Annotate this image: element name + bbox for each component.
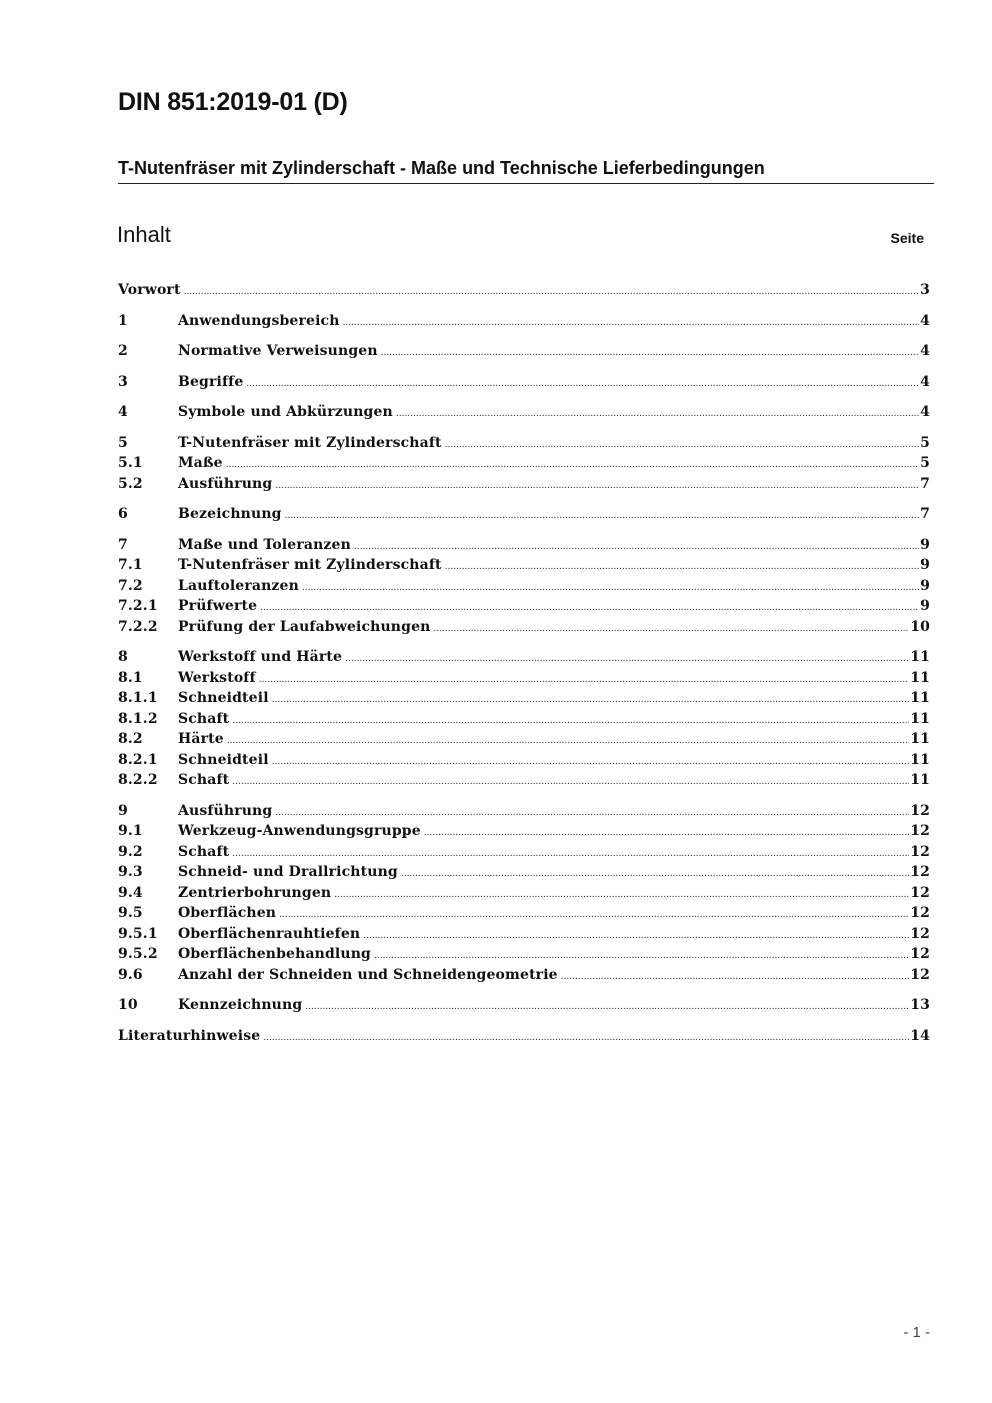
toc-entry-title[interactable]: Schaft [178,843,230,860]
toc-dot-leader [227,729,909,752]
toc-heading: Inhalt [117,222,171,247]
toc-entry-title[interactable]: Schneid- und Drallrichtung [178,864,398,880]
toc-dot-leader [184,280,920,303]
toc-entry-page: 11 [910,772,930,788]
toc-entry-page: 9 [920,598,930,614]
toc-entry-page: 11 [910,731,930,747]
toc-dot-leader [246,372,919,395]
toc-entry-title[interactable]: Härte [178,731,224,747]
toc-entry-page: 9 [920,577,930,594]
toc-entry-page: 12 [910,823,930,839]
toc-entry-page: 12 [910,925,930,942]
toc-entry-number: 8.2.2 [118,772,158,788]
toc-entry-page: 12 [910,966,930,983]
toc-entry-title[interactable]: Lauftoleranzen [178,577,299,594]
toc-dot-leader [302,576,919,599]
toc-entry-page: 12 [910,946,930,962]
toc-entry[interactable] [118,995,930,1016]
toc-entry[interactable] [118,709,930,730]
toc-dot-leader [272,688,910,711]
toc-entry-number: 5.1 [118,455,143,471]
toc-entry[interactable] [118,1026,930,1047]
toc-entry-number: 9.5.1 [118,925,158,942]
table-of-contents [118,280,930,1046]
toc-entry-title[interactable]: Schneidteil [178,751,269,768]
toc-dot-leader [401,862,909,885]
toc-entry[interactable] [118,668,930,689]
toc-entry-page: 13 [910,997,930,1013]
toc-entry-title[interactable]: Maße [178,455,223,471]
toc-dot-leader [226,453,919,476]
toc-entry-page: 11 [910,751,930,768]
document-subtitle: T-Nutenfräser mit Zylinderschaft - Maße und Technische Lieferbedingungen [118,158,765,178]
toc-entry-page: 7 [920,506,930,522]
toc-dot-leader [424,821,909,844]
toc-entry-number: 9 [118,802,128,819]
toc-entry-number: 9.1 [118,823,143,839]
toc-entry[interactable] [118,688,930,709]
toc-entry-title[interactable]: Anzahl der Schneiden und Schneidengeometrie [178,966,558,983]
toc-entry-page: 4 [920,373,930,390]
toc-entry-page: 11 [910,710,930,727]
toc-entry-page: 4 [920,404,930,420]
toc-entry-number: 4 [118,404,128,420]
toc-entry-number: 9.2 [118,843,143,860]
toc-dot-leader [445,555,919,578]
toc-entry-page: 11 [910,669,930,686]
toc-entry-title[interactable]: Schaft [178,710,230,727]
toc-entry-title[interactable]: Werkzeug-Anwendungsgruppe [178,823,421,839]
toc-entry-title[interactable]: Bezeichnung [178,506,282,522]
toc-entry-page: 5 [920,455,930,471]
toc-entry-title[interactable]: Oberflächenbehandlung [178,946,371,962]
toc-dot-leader [272,750,910,773]
toc-entry-page: 12 [910,802,930,819]
toc-entry-number: 8.2.1 [118,751,158,768]
toc-dot-leader [232,709,909,732]
toc-entry[interactable] [118,311,930,332]
toc-entry[interactable] [118,341,930,362]
toc-entry[interactable] [118,474,930,495]
toc-entry[interactable] [118,504,930,525]
toc-entry-page: 7 [920,475,930,492]
toc-entry[interactable] [118,750,930,771]
toc-entry-title[interactable]: Anwendungsbereich [178,312,340,329]
toc-entry[interactable] [118,433,930,454]
toc-entry[interactable] [118,770,930,791]
toc-dot-leader [279,903,909,926]
toc-entry[interactable] [118,617,930,638]
toc-entry[interactable] [118,555,930,576]
toc-entry-title[interactable]: Zentrierbohrungen [178,884,332,901]
toc-entry[interactable] [118,596,930,617]
toc-entry-page: 3 [920,282,930,298]
toc-entry-title[interactable]: Prüfung der Laufabweichungen [178,618,431,635]
toc-entry[interactable] [118,821,930,842]
toc-entry-number: 3 [118,373,128,390]
toc-dot-leader [396,402,919,425]
toc-entry-number: 8.1.1 [118,690,158,706]
toc-entry-title[interactable]: Prüfwerte [178,598,258,614]
toc-dot-leader [363,924,909,947]
toc-entry-page: 4 [920,343,930,359]
toc-entry-title[interactable]: Werkstoff [178,669,256,686]
toc-entry-number: 7.2.1 [118,598,158,614]
toc-dot-leader [433,617,909,640]
toc-dot-leader [354,535,919,558]
toc-entry-number: 7.2.2 [118,618,158,635]
toc-entry-number: 7 [118,536,128,553]
toc-dot-leader [305,995,909,1018]
toc-entry-number: 5.2 [118,475,143,492]
toc-dot-leader [275,801,909,824]
toc-entry-page: 9 [920,557,930,573]
toc-entry-page: 4 [920,312,930,329]
toc-entry[interactable] [118,535,930,556]
toc-entry-title[interactable]: Ausführung [178,802,273,819]
toc-entry[interactable] [118,965,930,986]
toc-entry-number: 1 [118,312,128,329]
toc-entry-page: 14 [910,1027,930,1044]
toc-entry-number: 5 [118,434,128,451]
toc-entry-page: 10 [910,618,930,635]
toc-entry[interactable] [118,453,930,474]
toc-entry-page: 12 [910,843,930,860]
toc-entry-number: 8.1.2 [118,710,158,727]
toc-dot-leader [232,770,909,793]
toc-entry-page: 12 [910,884,930,901]
toc-entry-title[interactable]: Kennzeichnung [178,997,303,1013]
toc-entry-number: 10 [118,997,138,1013]
toc-dot-leader [275,474,919,497]
toc-entry-page: 11 [910,690,930,706]
toc-entry-number: 9.6 [118,966,143,983]
toc-entry[interactable] [118,842,930,863]
toc-entry-title[interactable]: Begriffe [178,373,244,390]
document-title: DIN 851:2019-01 (D) [118,88,348,116]
toc-entry-page: 12 [910,905,930,921]
toc-entry-page: 5 [920,434,930,451]
toc-entry-title[interactable]: Symbole und Abkürzungen [178,404,393,420]
title-divider [118,183,934,184]
toc-entry-number: 9.5 [118,905,143,921]
toc-entry-number: 6 [118,506,128,522]
toc-entry-title[interactable]: Literaturhinweise [118,1027,261,1044]
toc-dot-leader [381,341,919,364]
toc-entry-title[interactable]: Werkstoff und Härte [178,649,343,665]
toc-entry-title[interactable]: Maße und Toleranzen [178,536,351,553]
toc-dot-leader [263,1026,909,1049]
page-number: - 1 - [903,1324,930,1341]
toc-entry-number: 9.5.2 [118,946,158,962]
toc-entry[interactable] [118,924,930,945]
toc-entry-number: 9.3 [118,864,143,880]
toc-entry-number: 9.4 [118,884,143,901]
toc-entry-number: 2 [118,343,128,359]
toc-entry-title[interactable]: Ausführung [178,475,273,492]
toc-page-column-label: Seite [890,230,924,246]
toc-entry[interactable] [118,729,930,750]
toc-dot-leader [345,647,909,670]
toc-dot-leader [445,433,919,456]
toc-dot-leader [260,596,919,619]
toc-entry[interactable] [118,903,930,924]
toc-entry-page: 9 [920,536,930,553]
toc-dot-leader [561,965,909,988]
toc-entry-title[interactable]: T-Nutenfräser mit Zylinderschaft [178,434,442,451]
toc-dot-leader [232,842,909,865]
toc-entry[interactable] [118,883,930,904]
toc-entry[interactable] [118,280,930,301]
toc-entry[interactable] [118,402,930,423]
toc-entry-title[interactable]: Oberflächenrauhtiefen [178,925,361,942]
toc-dot-leader [374,944,909,967]
toc-entry-number: 7.2 [118,577,143,594]
toc-entry-title[interactable]: Normative Verweisungen [178,343,378,359]
toc-entry-title[interactable]: Schneidteil [178,690,269,706]
toc-entry-title[interactable]: Oberflächen [178,905,277,921]
toc-entry-page: 12 [910,864,930,880]
toc-dot-leader [259,668,910,691]
toc-entry-number: 8.1 [118,669,143,686]
toc-entry[interactable] [118,576,930,597]
toc-entry-page: 11 [910,649,930,665]
toc-entry[interactable] [118,944,930,965]
toc-dot-leader [285,504,919,527]
toc-dot-leader [343,311,920,334]
toc-entry[interactable] [118,862,930,883]
toc-entry-title[interactable]: Vorwort [118,282,181,298]
toc-entry-number: 8.2 [118,731,143,747]
toc-entry[interactable] [118,372,930,393]
toc-entry-number: 7.1 [118,557,143,573]
toc-dot-leader [334,883,909,906]
toc-entry[interactable] [118,801,930,822]
toc-entry-title[interactable]: T-Nutenfräser mit Zylinderschaft [178,557,442,573]
toc-entry[interactable] [118,647,930,668]
toc-entry-number: 8 [118,649,128,665]
toc-entry-title[interactable]: Schaft [178,772,230,788]
